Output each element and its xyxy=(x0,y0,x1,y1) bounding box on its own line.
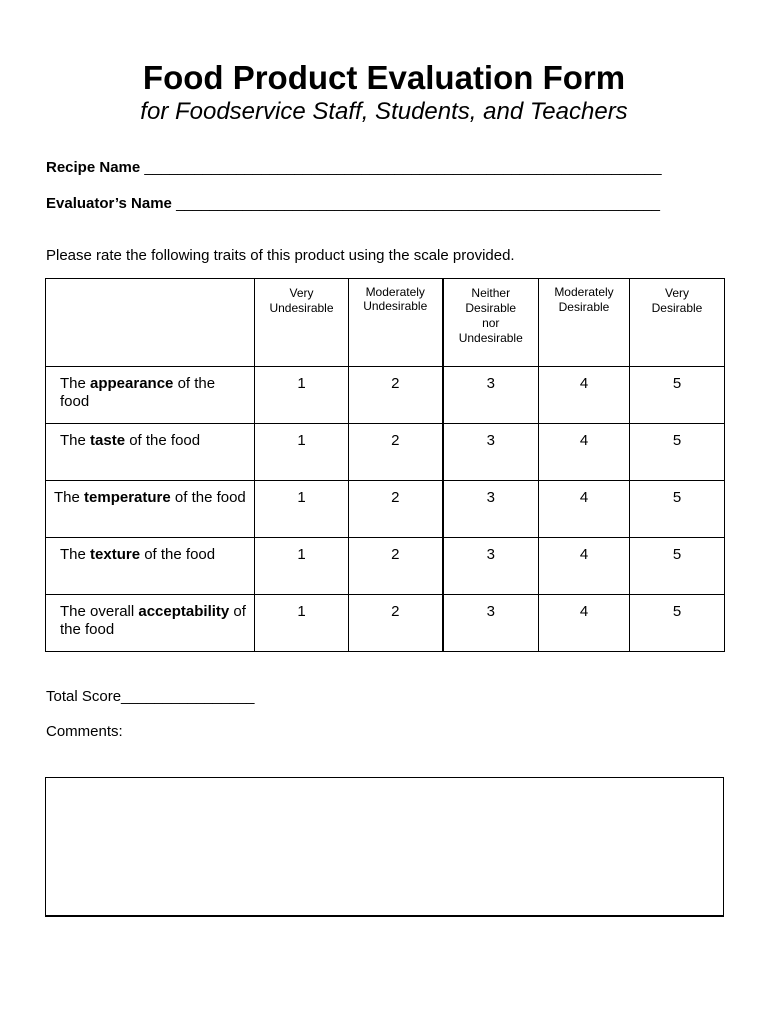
score-option[interactable]: 1 xyxy=(255,424,349,481)
scale-header-line: Undesirable xyxy=(363,299,428,313)
comments-label: Comments: xyxy=(46,723,123,740)
trait-label: The appearance of the food xyxy=(46,367,255,424)
trait-row-appearance xyxy=(46,367,725,424)
total-score-field[interactable] xyxy=(46,688,255,706)
trait-row-temperature xyxy=(46,481,725,538)
scale-header-very-undesirable xyxy=(255,279,349,367)
scale-header-very-desirable xyxy=(630,279,725,367)
rating-header-row xyxy=(46,279,725,367)
scale-header-line: Desirable xyxy=(465,301,517,315)
score-option[interactable]: 3 xyxy=(443,481,539,538)
trait-label: The taste of the food xyxy=(46,424,255,481)
score-option[interactable]: 5 xyxy=(630,538,725,595)
score-option[interactable]: 2 xyxy=(349,538,443,595)
scale-header-line: Moderately xyxy=(554,285,614,299)
score-option[interactable]: 2 xyxy=(349,367,443,424)
recipe-name-blank[interactable]: ______________________________________________________________ xyxy=(144,159,662,176)
score-option[interactable]: 4 xyxy=(539,367,630,424)
scale-header-line: Desirable xyxy=(651,301,703,315)
score-option[interactable]: 5 xyxy=(630,481,725,538)
rating-table xyxy=(45,278,725,652)
score-option[interactable]: 3 xyxy=(443,367,539,424)
evaluator-name-label: Evaluator’s Name xyxy=(46,195,172,212)
score-option[interactable]: 5 xyxy=(630,595,725,652)
scale-header-line: Neither xyxy=(471,286,511,300)
comments-box[interactable] xyxy=(45,777,724,917)
score-option[interactable]: 1 xyxy=(255,595,349,652)
score-option[interactable]: 2 xyxy=(349,424,443,481)
scale-header-line: nor xyxy=(482,316,500,330)
recipe-name-label: Recipe Name xyxy=(46,159,141,176)
recipe-name-field[interactable] xyxy=(46,159,662,177)
score-option[interactable]: 4 xyxy=(539,481,630,538)
score-option[interactable]: 4 xyxy=(539,595,630,652)
rating-header-blank xyxy=(46,279,255,367)
score-option[interactable]: 2 xyxy=(349,481,443,538)
score-option[interactable]: 1 xyxy=(255,367,349,424)
evaluator-name-field[interactable] xyxy=(46,195,660,213)
trait-row-taste xyxy=(46,424,725,481)
score-option[interactable]: 5 xyxy=(630,367,725,424)
score-option[interactable]: 3 xyxy=(443,538,539,595)
total-score-blank[interactable]: ________________ xyxy=(121,688,255,705)
score-option[interactable]: 1 xyxy=(255,538,349,595)
trait-row-acceptability xyxy=(46,595,725,652)
scale-header-line: Very xyxy=(289,286,314,300)
score-option[interactable]: 1 xyxy=(255,481,349,538)
total-score-label: Total Score xyxy=(46,688,122,705)
scale-header-neither xyxy=(443,279,539,367)
score-option[interactable]: 4 xyxy=(539,538,630,595)
instructions-text: Please rate the following traits of this product using the scale provided. xyxy=(46,247,515,264)
form-subtitle: for Foodservice Staff, Students, and Teachers xyxy=(140,98,628,125)
score-option[interactable]: 5 xyxy=(630,424,725,481)
scale-header-moderately-undesirable xyxy=(349,279,443,367)
scale-header-line: Very xyxy=(664,286,689,300)
form-title: Food Product Evaluation Form xyxy=(142,59,626,96)
trait-row-texture xyxy=(46,538,725,595)
scale-header-line: Moderately xyxy=(365,285,425,299)
evaluator-name-blank[interactable]: __________________________________________________________ xyxy=(176,195,660,212)
scale-header-line: Undesirable xyxy=(458,331,523,345)
scale-header-moderately-desirable xyxy=(539,279,630,367)
trait-label: The texture of the food xyxy=(46,538,255,595)
trait-label: The overall acceptability of the food xyxy=(46,595,255,652)
score-option[interactable]: 3 xyxy=(443,595,539,652)
score-option[interactable]: 3 xyxy=(443,424,539,481)
trait-label: The temperature of the food xyxy=(46,481,255,538)
scale-header-line: Undesirable xyxy=(269,301,334,315)
scale-header-line: Desirable xyxy=(558,300,610,314)
score-option[interactable]: 2 xyxy=(349,595,443,652)
score-option[interactable]: 4 xyxy=(539,424,630,481)
